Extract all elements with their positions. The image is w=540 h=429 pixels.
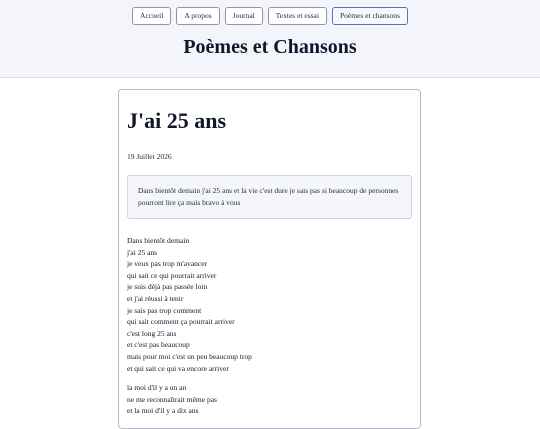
post-excerpt: Dans bientôt demain j'ai 25 ans et la vie c'est dure je sais pas si beaucoup de personnes pourront lire ça mais bravo à vous (127, 175, 412, 219)
post-date: 19 Juillet 2026 (127, 152, 172, 161)
poem-line: Dans bientôt demain (127, 236, 190, 245)
poem-line: qui sait comment ça pourrait arriver (127, 317, 235, 327)
nav-journal-button[interactable]: Journal (225, 7, 263, 25)
nav-accueil-button[interactable]: Accueil (132, 7, 171, 25)
poem-line: je suis déjà pas passée loin (127, 282, 208, 292)
poem-stanza (127, 382, 412, 417)
nav-textes-et-essai-button[interactable]: Textes et essai (268, 7, 327, 25)
post-card (118, 89, 421, 429)
poem-line: je sais pas trop comment (127, 305, 202, 315)
poem-line: mais pour moi c'est un peu beaucoup trop (127, 351, 252, 361)
nav-poemes-et-chansons-button[interactable]: Poèmes et chansons (332, 7, 408, 25)
poem-line: la moi d'il y a un an (127, 383, 187, 393)
nav-a-propos-button[interactable]: A propos (176, 7, 219, 25)
poem-line: qui sait ce qui pourrait arriver (127, 270, 217, 280)
poem-line: je veux pas trop m'avancer (127, 259, 208, 269)
poem-stanza (127, 235, 412, 374)
poem-line: et j'ai réussi à tenir (127, 293, 184, 303)
poem-line: et qui sait ce qui va encore arriver (127, 363, 229, 373)
poem-line: ne me reconnaîtrait même pas (127, 394, 217, 404)
poem-line: et la moi d'il y a dix ans (127, 406, 199, 416)
poem-line: et c'est pas beaucoup (127, 340, 190, 350)
poem-line: j'ai 25 ans (127, 247, 158, 257)
main-nav (0, 7, 540, 25)
page-title: Poèmes et Chansons (183, 36, 357, 58)
post-title: J'ai 25 ans (127, 108, 227, 133)
poem-body (127, 235, 412, 417)
site-header (0, 0, 540, 78)
poem-line: c'est long 25 ans (127, 328, 177, 338)
